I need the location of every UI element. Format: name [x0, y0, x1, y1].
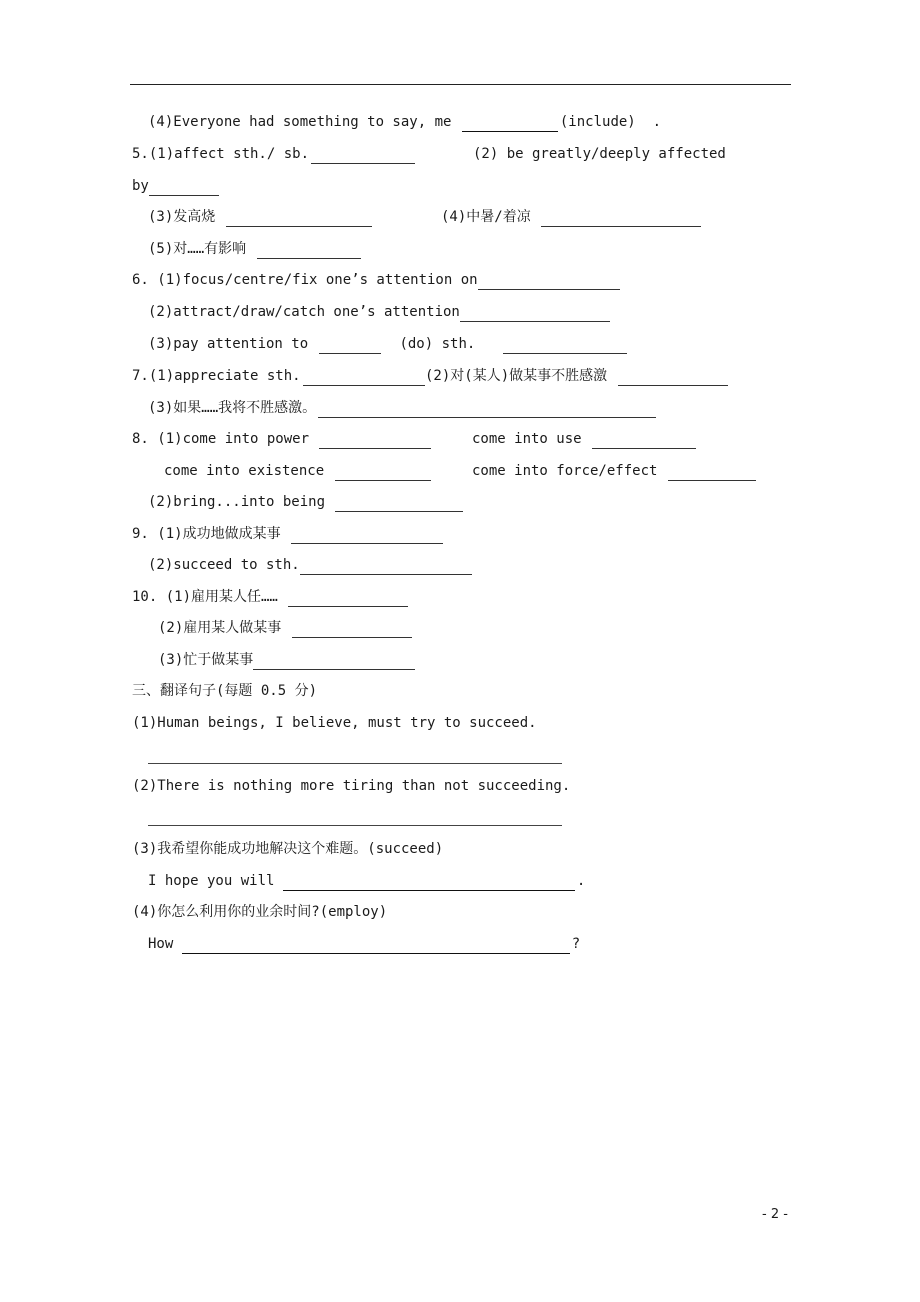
item-7-3: (3)如果……我将不胜感激。 — [148, 398, 658, 418]
answer-blank[interactable] — [311, 149, 415, 164]
item-5-4: (4)中暑/着凉 — [441, 207, 703, 227]
item-5-3: (3)发高烧 — [148, 207, 374, 227]
answer-blank[interactable] — [668, 466, 756, 481]
answer-blank[interactable] — [592, 434, 696, 449]
translate-1: (1)Human beings, I believe, must try to succeed. — [132, 715, 537, 731]
translate-4-prompt: (4)你怎么利用你的业余时间?(employ) — [132, 904, 388, 920]
header-rule — [130, 84, 791, 85]
answer-blank[interactable] — [292, 623, 412, 638]
answer-blank[interactable] — [503, 339, 627, 354]
translate-3-prompt: (3)我希望你能成功地解决这个难题。(succeed) — [132, 841, 444, 857]
answer-blank[interactable] — [319, 434, 431, 449]
answer-blank[interactable] — [283, 876, 575, 891]
translate-3-answer: I hope you will . — [148, 873, 586, 889]
answer-blank[interactable] — [253, 655, 415, 670]
answer-blank[interactable] — [226, 212, 372, 227]
answer-blank[interactable] — [182, 939, 570, 954]
answer-blank[interactable] — [149, 181, 219, 196]
item-7-1: 7.(1)appreciate sth. — [132, 366, 427, 386]
item-5-5: (5)对……有影响 — [148, 239, 363, 259]
answer-blank[interactable] — [460, 307, 610, 322]
answer-line[interactable] — [148, 763, 562, 764]
item-6-2: (2)attract/draw/catch one’s attention — [148, 302, 612, 322]
item-6-1: 6. (1)focus/centre/fix one’s attention on — [132, 270, 622, 290]
page-number: - 2 - — [762, 1207, 788, 1222]
answer-blank[interactable] — [291, 529, 443, 544]
answer-blank[interactable] — [478, 275, 620, 290]
answer-blank[interactable] — [318, 403, 656, 418]
item-5-2: (2) be greatly/deeply affected — [473, 146, 726, 162]
section-3-title: 三、翻译句子(每题 0.5 分) — [132, 683, 318, 699]
item-8-1b: come into use — [472, 429, 698, 449]
item-10-2: (2)雇用某人做某事 — [158, 618, 414, 638]
item-10-3: (3)忙于做某事 — [158, 650, 417, 670]
item-8-1d: come into force/effect — [472, 461, 758, 481]
item-10-1: 10. (1)雇用某人任…… — [132, 587, 410, 607]
item-8-1c: come into existence — [164, 461, 433, 481]
item-9-1: 9. (1)成功地做成某事 — [132, 524, 445, 544]
answer-blank[interactable] — [257, 244, 361, 259]
answer-blank[interactable] — [335, 466, 431, 481]
answer-blank[interactable] — [462, 117, 558, 132]
item-5-1: 5.(1)affect sth./ sb. — [132, 144, 417, 164]
answer-blank[interactable] — [288, 592, 408, 607]
answer-blank[interactable] — [319, 339, 381, 354]
answer-blank[interactable] — [618, 371, 728, 386]
item-6-3: (3)pay attention to (do) sth. — [148, 334, 629, 354]
item-7-2: (2)对(某人)做某事不胜感激 — [425, 366, 730, 386]
translate-2: (2)There is nothing more tiring than not succeeding. — [132, 778, 571, 794]
answer-blank[interactable] — [303, 371, 425, 386]
item-5-2-cont: by — [132, 176, 221, 196]
answer-blank[interactable] — [300, 560, 472, 575]
answer-blank[interactable] — [335, 497, 463, 512]
answer-blank[interactable] — [541, 212, 701, 227]
answer-line[interactable] — [148, 825, 562, 826]
item-4-line: (4)Everyone had something to say, me (include) . — [148, 114, 662, 130]
item-8-2: (2)bring...into being — [148, 492, 465, 512]
translate-4-answer: How ? — [148, 936, 581, 952]
item-9-2: (2)succeed to sth. — [148, 555, 474, 575]
item-8-1: 8. (1)come into power — [132, 429, 433, 449]
